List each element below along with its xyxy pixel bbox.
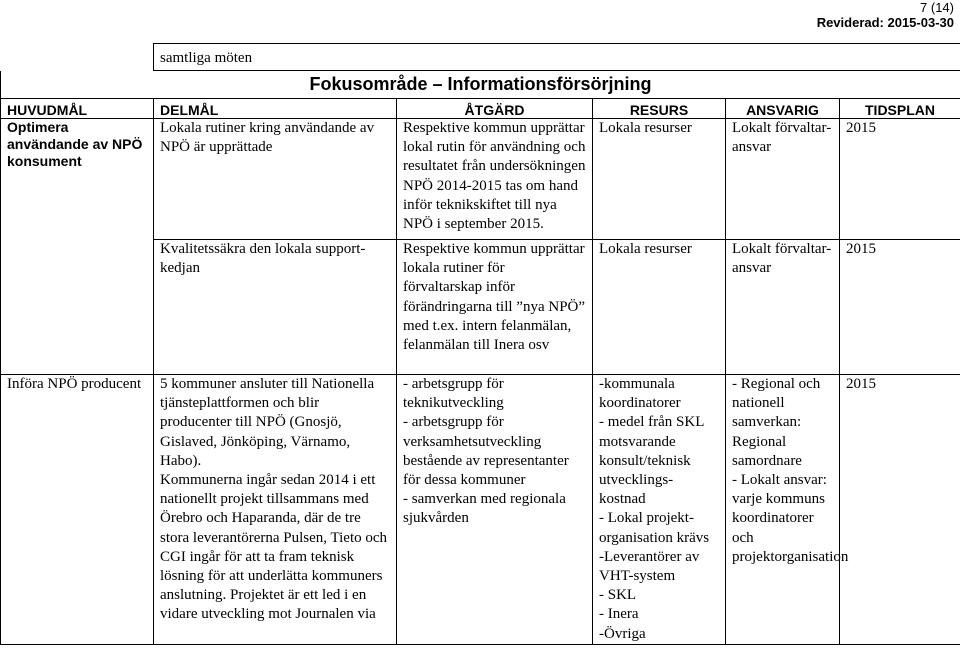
col-header-tidsplan: TIDSPLAN <box>840 99 960 119</box>
huvudmal-cell: Optimera användande av NPÖ konsument <box>1 119 154 375</box>
atgard-cell: Respektive kommun upprättar lokal rutin för användning och resultatet från undersökningen NPÖ 2014-2015 tas om hand inför teknikskiftet till nya NPÖ i september 2015. <box>397 119 593 240</box>
resurs-cell: Lokala resurser <box>593 240 726 375</box>
delmal-cell: Lokala rutiner kring användande av NPÖ är upprättade <box>154 119 397 240</box>
tidsplan-cell: 2015 <box>840 119 960 240</box>
resurs-cell: -kommunala koordinatorer - medel från SKL motsvarande konsult/teknisk utvecklings-kostnad - Lokal projekt-organisation krävs -Leverantörer av VHT-system - SKL - Inera -Övriga <box>593 375 726 645</box>
ansvarig-cell: - Regional och nationell samverkan: Regional samordnare - Lokalt ansvar: varje kommuns koordinatorer och projektorganisation <box>726 375 840 645</box>
top-blank-cell <box>1 44 154 71</box>
delmal-cell: Kvalitetssäkra den lokala support-kedjan <box>154 240 397 375</box>
top-row <box>1 44 960 71</box>
table-row <box>1 375 960 645</box>
ansvarig-cell: Lokalt förvaltar-ansvar <box>726 119 840 240</box>
title-row <box>1 71 960 99</box>
tidsplan-cell: 2015 <box>840 375 960 645</box>
atgard-cell: - arbetsgrupp för teknikutveckling - arbetsgrupp för verksamhetsutveckling bestående av representanter för dessa kommuner - samverkan med regionala sjukvården <box>397 375 593 645</box>
col-header-atgard: ÅTGÄRD <box>397 99 593 119</box>
col-header-resurs: RESURS <box>593 99 726 119</box>
delmal-cell: 5 kommuner ansluter till Nationella tjänsteplattformen och blir producenter till NPÖ (Gnosjö, Gislaved, Jönköping, Värnamo, Habo). Kommunerna ingår sedan 2014 i ett nationellt projekt tillsammans med Örebro och Haparanda, där de tre stora leverantörerna Pulsen, Tieto och CGI ingår för att ta fram teknisk lösning för att underlätta kommuners anslutning. Projektet är ett led i en vidare utveckling mot Journalen via <box>154 375 397 645</box>
col-header-delmal: DELMÅL <box>154 99 397 119</box>
resurs-cell: Lokala resurser <box>593 119 726 240</box>
col-header-ansvarig: ANSVARIG <box>726 99 840 119</box>
focus-table <box>0 43 960 645</box>
column-header-row <box>1 99 960 119</box>
huvudmal-cell: Införa NPÖ producent <box>1 375 154 645</box>
table-title: Fokusområde – Informationsförsörjning <box>1 71 960 99</box>
revision-date: Reviderad: 2015-03-30 <box>816 15 954 30</box>
table-row <box>1 119 960 240</box>
page-header <box>817 0 954 30</box>
ansvarig-cell: Lokalt förvaltar-ansvar <box>726 240 840 375</box>
tidsplan-cell: 2015 <box>840 240 960 375</box>
atgard-cell: Respektive kommun upprättar lokala rutiner för förvaltarskap inför förändringarna till ”nya NPÖ” med t.ex. intern felanmälan, felanmälan till Inera osv <box>397 240 593 375</box>
top-text: samtliga möten <box>154 44 960 71</box>
page-number: 7 (14) <box>920 0 954 15</box>
col-header-huvudmal: HUVUDMÅL <box>1 99 154 119</box>
